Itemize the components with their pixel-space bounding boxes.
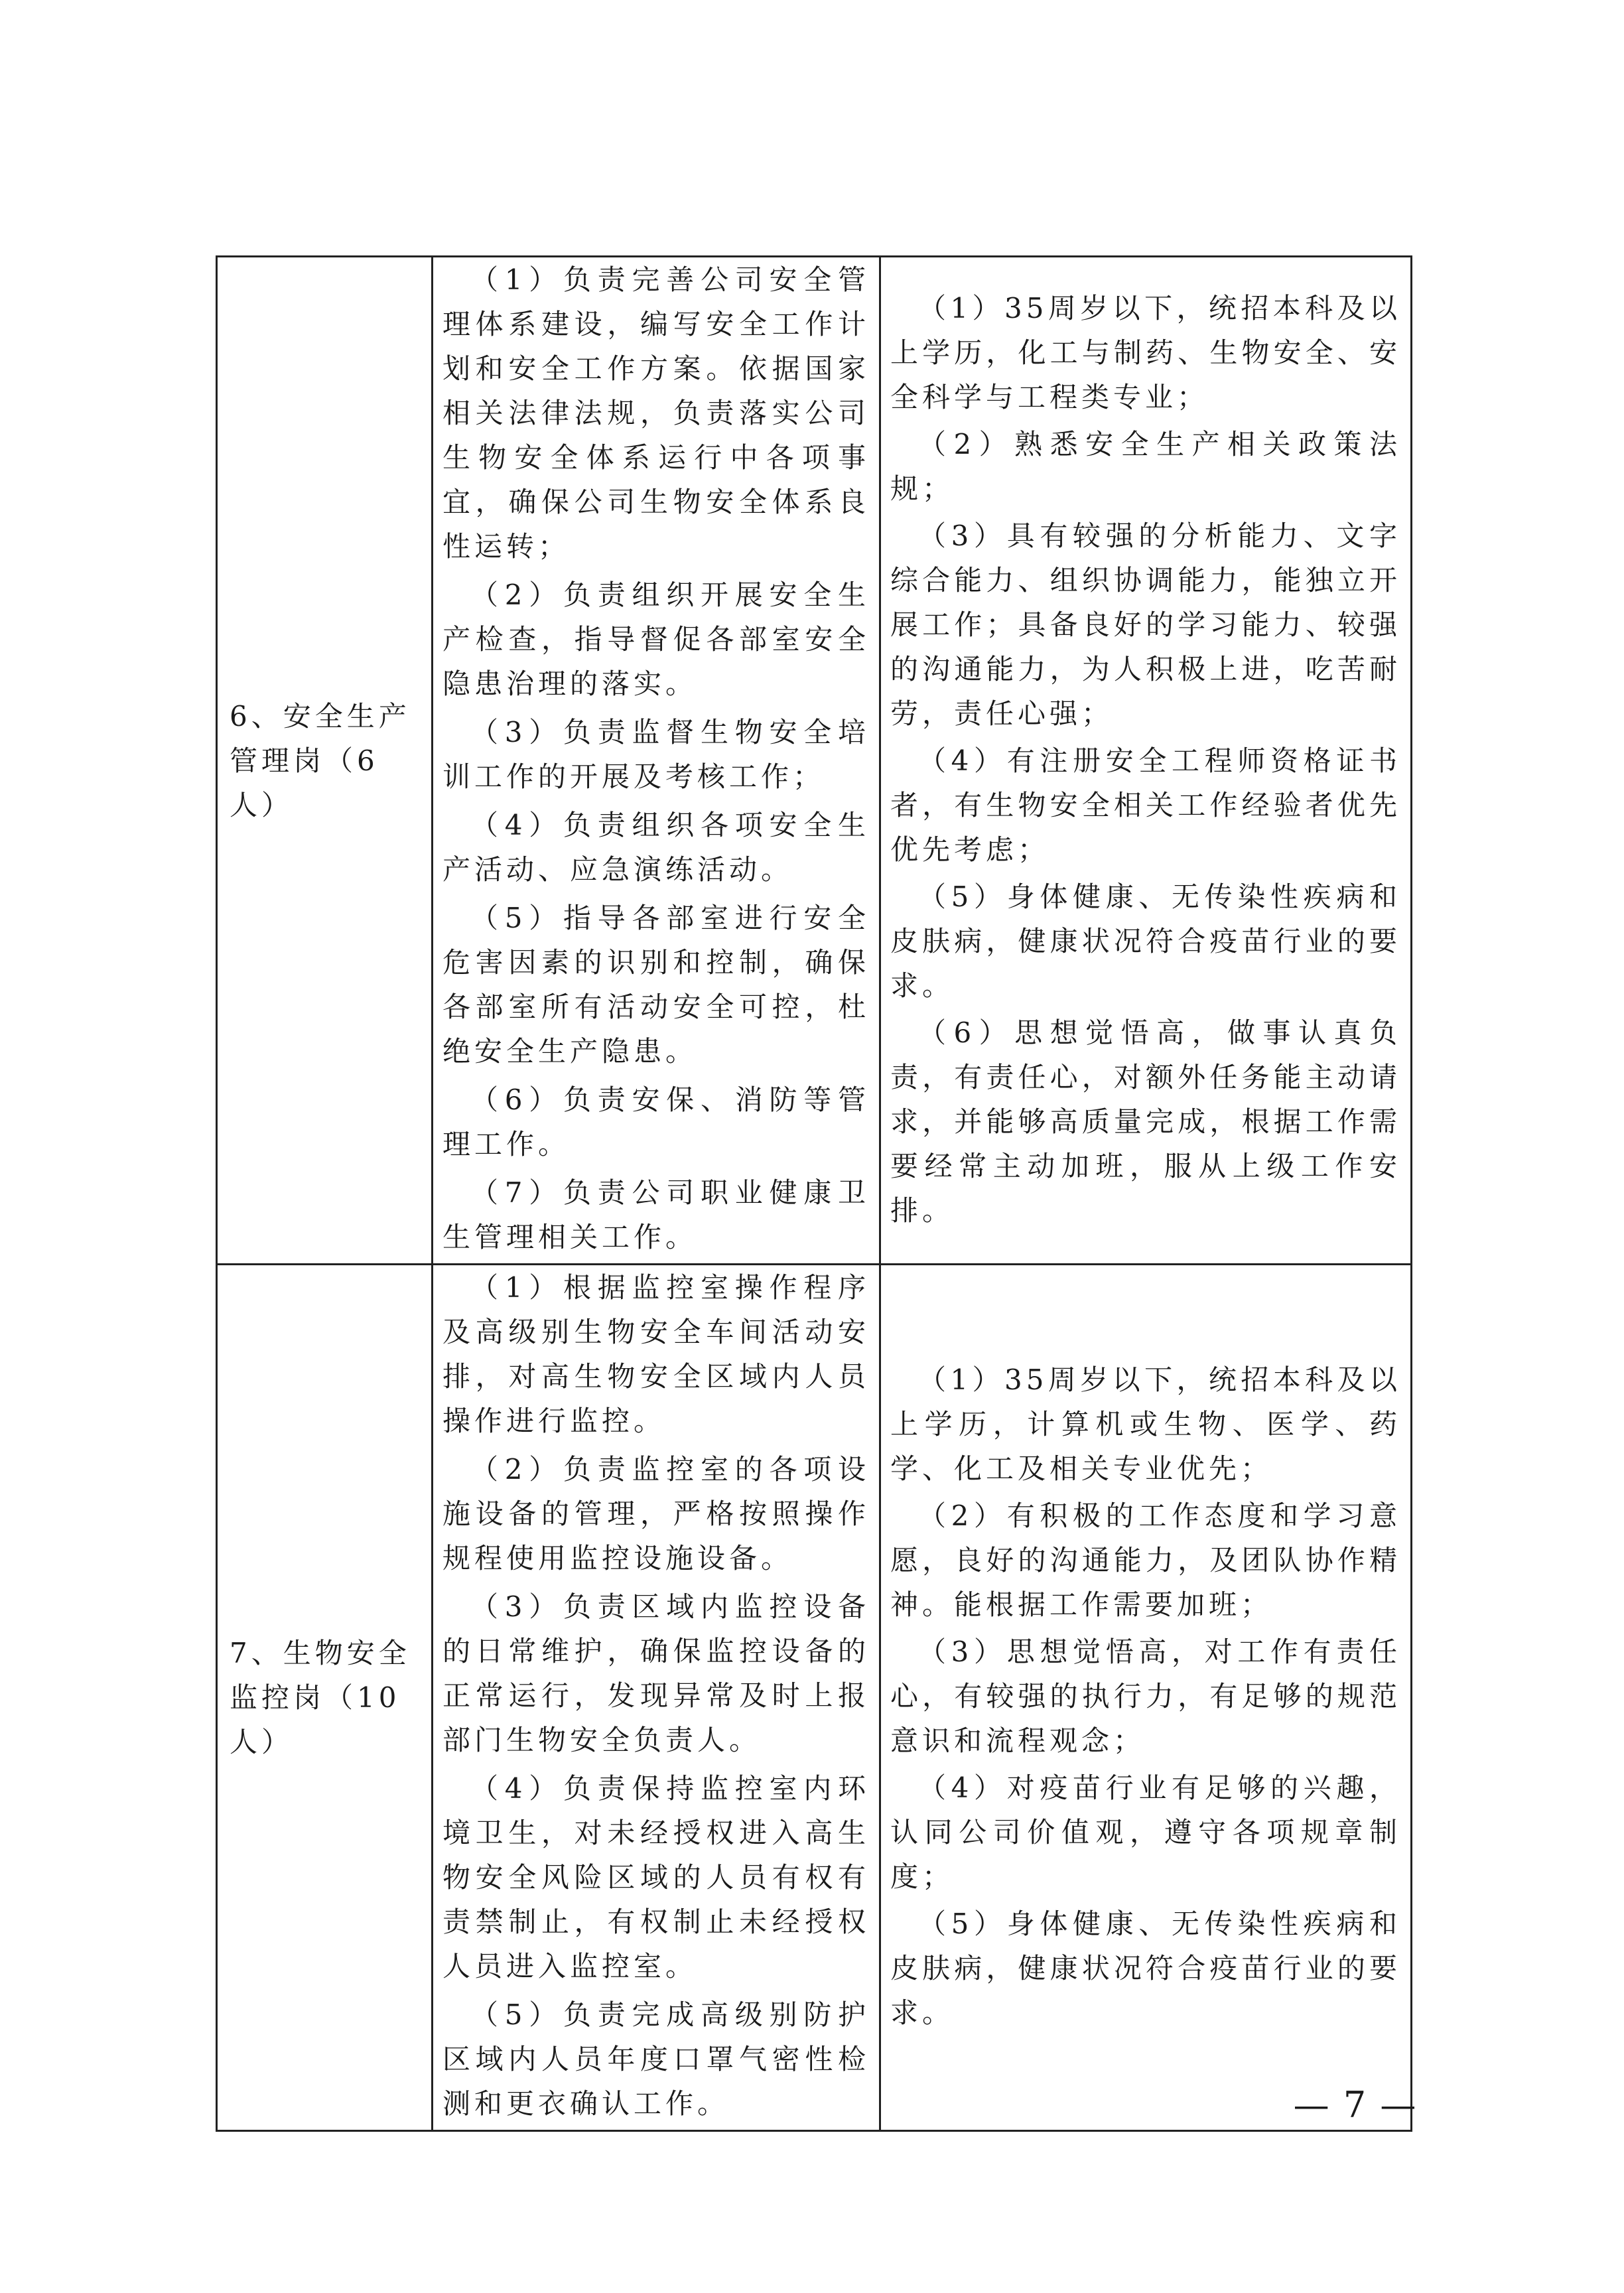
requirement-item: （2）有积极的工作态度和学习意愿，良好的沟通能力，及团队协作精神。能根据工作需要加班； [890,1499,1401,1621]
duties-cell [433,1265,880,2131]
position-cell [217,257,433,1265]
duty-item: （1）负责完善公司安全管理体系建设，编写安全工作计划和安全工作方案。依据国家相关法律法规，负责落实公司生物安全体系运行中各项事宜，确保公司生物安全体系良性运转； [442,263,870,563]
requirement-item: （4）有注册安全工程师资格证书者，有生物安全相关工作经验者优先优先考虑； [890,744,1401,866]
requirement-item: （1）35周岁以下，统招本科及以上学历，计算机或生物、医学、药学、化工及相关专业优先； [890,1363,1401,1485]
table-row [217,257,1412,1265]
duty-item: （3）负责区域内监控设备的日常维护，确保监控设备的正常运行，发现异常及时上报部门生物安全负责人。 [442,1590,870,1756]
duty-item: （4）负责保持监控室内环境卫生，对未经授权进入高生物安全风险区域的人员有权有责禁制止，有权制止未经授权人员进入监控室。 [442,1772,870,1982]
requirement-item: （1）35周岁以下，统招本科及以上学历，化工与制药、生物安全、安全科学与工程类专业； [890,291,1401,413]
table-row [217,1265,1412,2131]
job-requirements-table [216,255,1412,2132]
duty-item: （6）负责安保、消防等管理工作。 [442,1083,870,1160]
requirement-item: （5）身体健康、无传染性疾病和皮肤病，健康状况符合疫苗行业的要求。 [890,880,1401,1002]
duty-item: （4）负责组织各项安全生产活动、应急演练活动。 [442,809,870,886]
duty-item: （2）负责组织开展安全生产检查，指导督促各部室安全隐患治理的落实。 [442,579,870,700]
position-cell [217,1265,433,2131]
requirement-item: （5）身体健康、无传染性疾病和皮肤病，健康状况符合疫苗行业的要求。 [890,1908,1401,2029]
position-title: 6、安全生产管理岗（6人） [230,699,411,821]
duty-item: （5）负责完成高级别防护区域内人员年度口罩气密性检测和更衣确认工作。 [442,1998,870,2120]
page-number: — 7 — [1293,2084,1418,2126]
duties-cell [433,257,880,1265]
duty-item: （3）负责监督生物安全培训工作的开展及考核工作； [442,716,870,793]
requirement-item: （6）思想觉悟高，做事认真负责，有责任心，对额外任务能主动请求，并能够高质量完成，根据工作需要经常主动加班，服从上级工作安排。 [890,1016,1401,1227]
requirement-item: （3）思想觉悟高，对工作有责任心，有较强的执行力，有足够的规范意识和流程观念； [890,1635,1401,1757]
requirements-cell [880,1265,1412,2131]
requirements-cell [880,257,1412,1265]
duty-item: （2）负责监控室的各项设施设备的管理，严格按照操作规程使用监控设施设备。 [442,1453,870,1574]
position-title: 7、生物安全监控岗（10人） [230,1637,411,1758]
requirement-item: （4）对疫苗行业有足够的兴趣，认同公司价值观，遵守各项规章制度； [890,1772,1401,1893]
duty-item: （1）根据监控室操作程序及高级别生物安全车间活动安排，对高生物安全区域内人员操作进行监控。 [442,1271,870,1437]
requirement-item: （2）熟悉安全生产相关政策法规； [890,427,1401,505]
requirement-item: （3）具有较强的分析能力、文字综合能力、组织协调能力，能独立开展工作；具备良好的学习能力、较强的沟通能力，为人积极上进，吃苦耐劳，责任心强； [890,519,1401,730]
duty-item: （7）负责公司职业健康卫生管理相关工作。 [442,1176,870,1253]
duty-item: （5）指导各部室进行安全危害因素的识别和控制，确保各部室所有活动安全可控，杜绝安全生产隐患。 [442,902,870,1068]
